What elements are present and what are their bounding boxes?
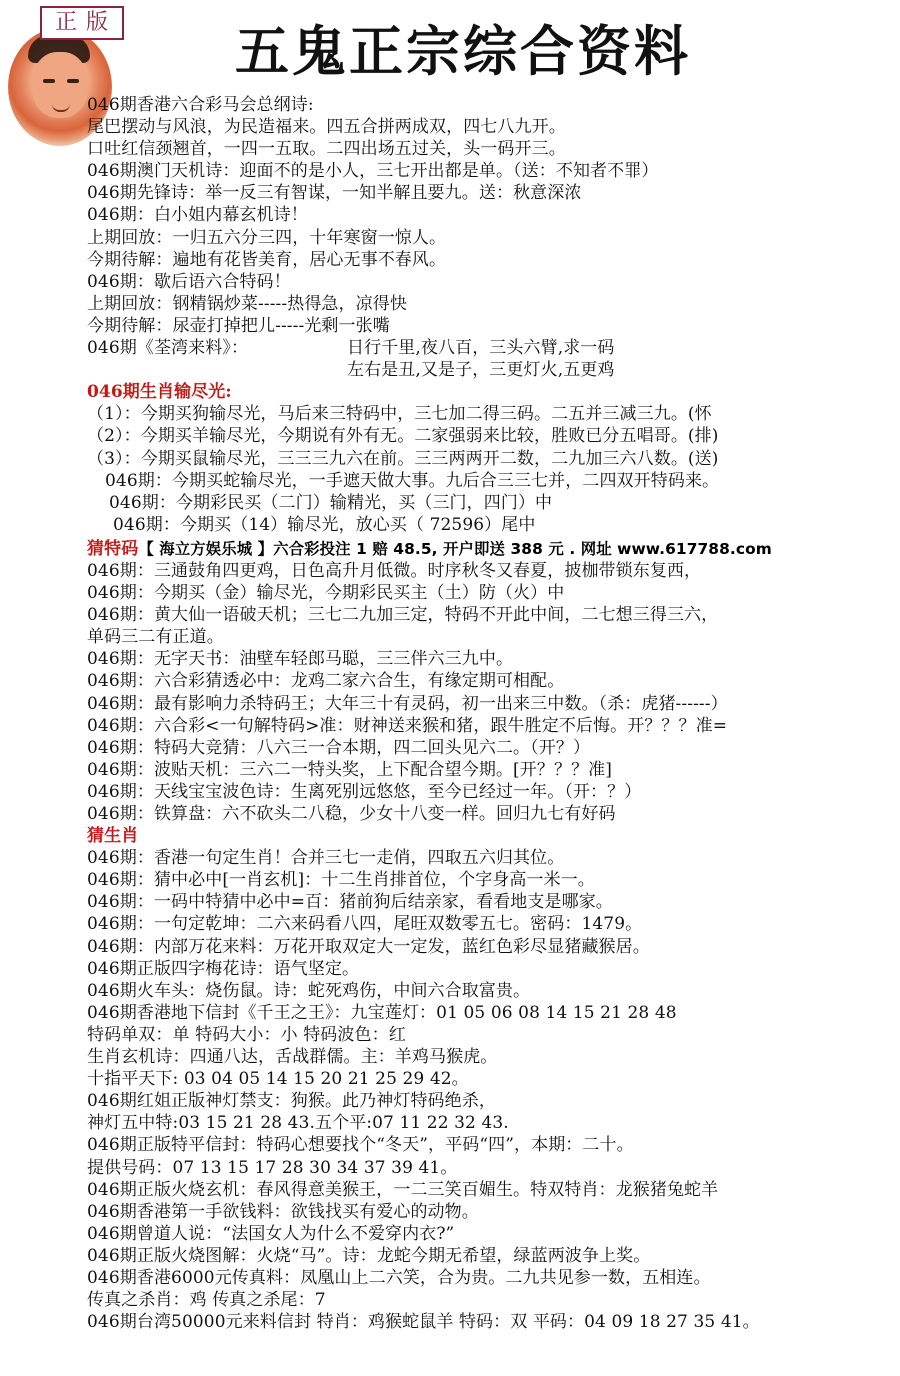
text-line: 046期先锋诗：举一反三有智谋，一知半解且要九。送：秋意深浓	[87, 183, 582, 204]
text-line: 046期香港第一手欲钱料：欲钱找买有爱心的动物。	[87, 1201, 479, 1222]
text-line: 046期：今期买蛇输尽光，一手遮天做大事。九后合三三七并，二四双开特码来。	[105, 470, 720, 491]
text-line: （1）：今期买狗输尽光，马后来三特码中，三七加二得三码。二五并三减三九。(怀	[87, 404, 712, 425]
text-line: 今期待解：尿壶打掉把儿-----光剩一张嘴	[87, 315, 390, 336]
text-line: 提供号码：07 13 15 17 28 30 34 37 39 41。	[87, 1157, 458, 1178]
text-line: 046期：六合彩猜透必中：龙鸡二家六合生，有缘定期可相配。	[87, 671, 565, 692]
text-line: 上期回放：一归五六分三四，十年寒窗一惊人。	[87, 227, 447, 248]
text-line: 046期：三通鼓角四更鸡，日色高升月低微。时序秋冬又春夏，披枷带锁东复西，	[87, 560, 702, 581]
text-line: 046期火车头：烧伤鼠。诗：蛇死鸡伤，中间六合取富贵。	[87, 980, 531, 1001]
text-line: 046期红姐正版神灯禁支：狗猴。此乃神灯特码绝杀，	[87, 1091, 496, 1112]
text-line: 046期：铁算盘：六不砍头二八稳，少女十八变一样。回归九七有好码	[87, 804, 616, 824]
text-line: 单码三二有正道。	[87, 627, 224, 648]
text-line: 046期曾道人说：“法国女人为什么不爱穿内衣?”	[87, 1223, 455, 1244]
text-line: 046期：今期买（金）输尽光，今期彩民买主（土）防（火）中	[87, 583, 565, 604]
text-line: 046期：黄大仙一语破天机；三七二九加三定，特码不开此中间，二七想三得三六，	[87, 605, 719, 626]
text-line: （2）：今期买羊输尽光，今期说有外有无。二家强弱来比较，胜败已分五唱哥。(排)	[87, 426, 719, 447]
text-line: 046期：一码中特猜中必中=百：猪前狗后结亲家，看看地支是哪家。	[87, 892, 613, 913]
text-line: 神灯五中特:03 15 21 28 43.五个平:07 11 22 32 43.	[87, 1113, 509, 1134]
section-heading: 046期生肖输尽光:	[87, 382, 232, 403]
text-line: 046期香港6000元传真料：凤凰山上二六笑，合为贵。二九共见参一数，五相连。	[87, 1267, 711, 1288]
text-line: 046期：内部万花来料：万花开取双定大一定发，蓝红色彩尽显猪藏猴居。	[87, 936, 650, 957]
content-area	[87, 94, 887, 1333]
text-line: 046期：六合彩<一句解特码>准：财神送来猴和猪，跟牛胜定不后悔。开？？？准=	[87, 715, 728, 736]
text-line: 046期：一句定乾坤：二六来码看八四，尾旺双数零五七。密码：1479。	[87, 914, 643, 935]
text-line: 特码单双：单 特码大小：小 特码波色：红	[87, 1024, 406, 1045]
text-line: 十指平天下: 03 04 05 14 15 20 21 25 29 42。	[87, 1069, 469, 1090]
text-line: 046期正版火烧图解：火烧“马”。诗：龙蛇今期无希望，绿蓝两波争上奖。	[87, 1245, 651, 1266]
text-line: 046期正版四字梅花诗：语气坚定。	[87, 958, 360, 979]
text-line: 今期待解：遍地有花皆美育，居心无事不春风。	[87, 249, 447, 270]
text-line: 046期：香港一句定生肖！合并三七一走俏，四取五六归其位。	[87, 848, 565, 869]
text-line: 口吐红信颈翘首，一四一五取。二四出场五过关，头一码开三。	[87, 139, 566, 160]
text-line: 生肖玄机诗：四通八达，舌战群儒。主：羊鸡马猴虎。	[87, 1047, 498, 1068]
text-line: 046期台湾50000元来料信封 特肖：鸡猴蛇鼠羊 特码：双 平码：04 09 18 27 35 41。	[87, 1312, 760, 1333]
text-line: 上期回放：钢精锅炒菜-----热得急，凉得快	[87, 293, 407, 314]
promo-banner	[87, 538, 887, 560]
text-line: 046期：无字天书：油壁车轻郎马聪，三三伴六三九中。	[87, 649, 514, 670]
text-line: 尾巴摆动与风浪，为民造福来。四五合拼两成双，四七八九开。	[87, 117, 566, 138]
text-line: 046期：最有影响力杀特码王；大年三十有灵码，初一出来三中数。（杀：虎猪------）	[87, 693, 728, 714]
text-line: （3）：今期买鼠输尽光，三三三九六在前。三三两两开二数，二九加三六八数。(送)	[87, 448, 719, 469]
text-line: 046期：猜中必中[一肖玄机]：十二生肖排首位，个字身高一米一。	[87, 870, 595, 891]
text-line: 046期香港六合彩马会总纲诗:	[87, 95, 314, 115]
text-line: 046期：白小姐内幕玄机诗！	[87, 205, 308, 226]
official-stamp: 正 版	[40, 6, 124, 40]
banner-text: 【 海立方娱乐城 】六合彩投注 1 赔 48.5, 开户即送 388 元 . 网址 www.617788.com	[138, 539, 772, 558]
banner-tag: 猜特码	[87, 538, 139, 559]
text-line: 传真之杀肖：鸡 传真之杀尾：7	[87, 1290, 326, 1311]
verse-line: 日行千里,夜八百，三头六臂,求一码	[347, 338, 615, 359]
verse-label: 046期《荃湾来料》：	[87, 338, 249, 359]
text-line: 046期：今期彩民买（二门）输精光，买（三门，四门）中	[109, 492, 553, 513]
verse-lines	[347, 337, 887, 381]
text-line: 046期香港地下信封《千王之王》：九宝莲灯：01 05 06 08 14 15 21 28 48	[87, 1002, 677, 1023]
page-title: 五鬼正宗综合资料	[235, 19, 691, 83]
text-line: 046期澳门天机诗：迎面不的是小人，三七开出都是单。（送：不知者不罪）	[87, 161, 659, 182]
verse-block	[87, 337, 887, 381]
section-heading: 猜生肖	[87, 826, 139, 847]
text-line: 046期：特码大竞猜：八六三一合本期，四二回头见六二。（开？）	[87, 737, 591, 758]
text-line: 046期：歇后语六合特码！	[87, 271, 291, 292]
verse-line: 左右是丑,又是子，三更灯火,五更鸡	[347, 360, 615, 381]
text-line: 046期：波贴天机：三六二一特头奖，上下配合望今期。[开？？？准]	[87, 759, 613, 780]
text-line: 046期：天线宝宝波色诗：生离死别远悠悠，至今已经过一年。（开：？）	[87, 781, 642, 802]
text-line: 046期：今期买（14）输尽光，放心买（ 72596）尾中	[113, 514, 536, 535]
text-line: 046期正版特平信封：特码心想要找个“冬天”，平码“四”，本期：二十。	[87, 1135, 634, 1156]
text-line: 046期正版火烧玄机：春风得意美猴王，一二三笑百媚生。特双特肖：龙猴猪兔蛇羊	[87, 1179, 719, 1200]
